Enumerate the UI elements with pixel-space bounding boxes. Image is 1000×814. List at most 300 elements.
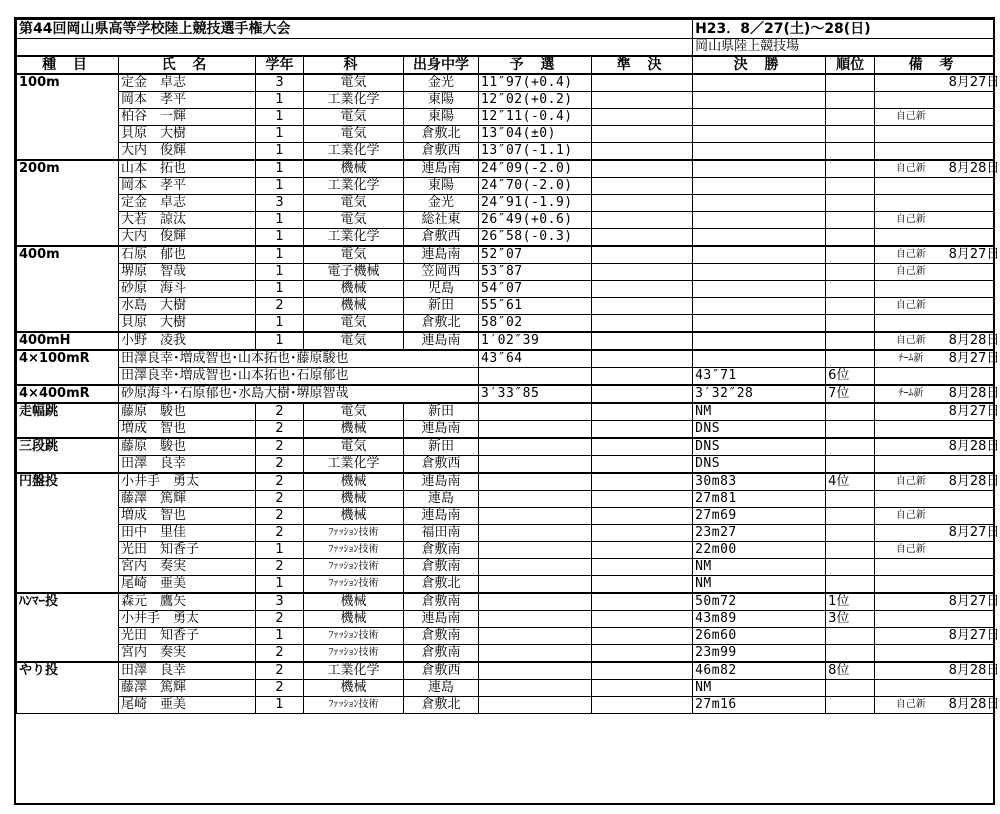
rank xyxy=(826,542,875,559)
remark-date xyxy=(947,109,994,126)
prelim-result xyxy=(479,559,592,576)
athlete-grade: 1 xyxy=(256,109,304,126)
remark-date xyxy=(947,611,994,628)
semi-result xyxy=(592,160,693,178)
final-result xyxy=(693,92,826,109)
final-result xyxy=(693,315,826,333)
athlete-school: 倉敷北 xyxy=(404,126,479,143)
remark-note xyxy=(875,680,947,697)
final-result: NM xyxy=(693,680,826,697)
final-result xyxy=(693,126,826,143)
semi-result xyxy=(592,680,693,697)
table-row xyxy=(17,195,994,212)
table-row xyxy=(17,491,994,508)
remark-date: 8月27日 xyxy=(948,247,1000,262)
col-header-final: 決 勝 xyxy=(693,56,826,74)
remark-note xyxy=(875,438,947,456)
semi-result xyxy=(592,508,693,525)
athlete-name: 定金 卓志 xyxy=(119,74,256,92)
remark-note xyxy=(875,403,947,421)
athlete-dept: ﾌｧｯｼｮﾝ技術 xyxy=(304,576,404,594)
remark-note: ﾁｰﾑ新 xyxy=(875,385,947,403)
final-result: 22m00 xyxy=(693,542,826,559)
table-row xyxy=(17,525,994,542)
remark-note xyxy=(875,195,947,212)
athlete-name: 光田 知香子 xyxy=(119,542,256,559)
remark-note: 自己新 xyxy=(875,298,947,315)
prelim-result: 24″70(-2.0) xyxy=(479,178,592,195)
semi-result xyxy=(592,542,693,559)
athlete-name: 増成 智也 xyxy=(119,421,256,439)
table-row xyxy=(17,576,994,594)
athlete-school: 連島南 xyxy=(404,508,479,525)
rank xyxy=(826,281,875,298)
semi-result xyxy=(592,143,693,161)
athlete-name: 小野 凌我 xyxy=(119,332,256,350)
remark-date xyxy=(947,542,994,559)
athlete-grade: 3 xyxy=(256,195,304,212)
semi-result xyxy=(592,178,693,195)
remark-date: 8月27日 xyxy=(948,594,1000,609)
remark-note xyxy=(875,368,947,386)
remark-date xyxy=(947,508,994,525)
semi-result xyxy=(592,350,693,368)
remark-date: 8月28日 xyxy=(948,697,1000,712)
athlete-name: 水島 大樹 xyxy=(119,298,256,315)
athlete-grade: 2 xyxy=(256,438,304,456)
table-row xyxy=(17,126,994,143)
semi-result xyxy=(592,246,693,264)
athlete-school: 倉敷南 xyxy=(404,559,479,576)
event-date: H23．8／27(土)～28(日) xyxy=(693,20,994,39)
athlete-grade: 2 xyxy=(256,680,304,697)
table-row xyxy=(17,92,994,109)
athlete-school: 倉敷西 xyxy=(404,229,479,247)
athlete-name: 岡本 孝平 xyxy=(119,178,256,195)
prelim-result xyxy=(479,368,592,386)
athlete-dept: ﾌｧｯｼｮﾝ技術 xyxy=(304,525,404,542)
table-row xyxy=(17,229,994,247)
athlete-grade: 1 xyxy=(256,697,304,714)
prelim-result: 24″09(-2.0) xyxy=(479,160,592,178)
prelim-result xyxy=(479,403,592,421)
athlete-school: 連島南 xyxy=(404,421,479,439)
semi-result xyxy=(592,229,693,247)
athlete-dept: 電気 xyxy=(304,126,404,143)
rank xyxy=(826,525,875,542)
remark-note xyxy=(875,645,947,663)
athlete-school: 総社東 xyxy=(404,212,479,229)
remark-date xyxy=(947,368,994,386)
table-row xyxy=(17,160,994,178)
col-header-semi: 準 決 xyxy=(592,56,693,74)
athlete-dept: ﾌｧｯｼｮﾝ技術 xyxy=(304,697,404,714)
rank: 7位 xyxy=(826,385,875,403)
semi-result xyxy=(592,298,693,315)
athlete-school: 福田南 xyxy=(404,525,479,542)
col-header-remarks: 備 考 xyxy=(875,56,994,74)
athlete-grade: 1 xyxy=(256,160,304,178)
athlete-name: 田中 里佳 xyxy=(119,525,256,542)
athlete-dept: 機械 xyxy=(304,281,404,298)
prelim-result xyxy=(479,628,592,645)
athlete-grade: 2 xyxy=(256,611,304,628)
table-row xyxy=(17,542,994,559)
final-result: 23m99 xyxy=(693,645,826,663)
venue-row xyxy=(17,39,994,57)
athlete-dept: 電気 xyxy=(304,438,404,456)
final-result xyxy=(693,195,826,212)
athlete-dept: ﾌｧｯｼｮﾝ技術 xyxy=(304,645,404,663)
results-table xyxy=(16,19,1000,714)
athlete-name: 柏谷 一輝 xyxy=(119,109,256,126)
semi-result xyxy=(592,109,693,126)
rank: 6位 xyxy=(826,368,875,386)
remark-note: 自己新 xyxy=(875,473,947,491)
athlete-name: 石原 郁也 xyxy=(119,246,256,264)
rank xyxy=(826,246,875,264)
final-result: 43″71 xyxy=(693,368,826,386)
final-result: 27m81 xyxy=(693,491,826,508)
final-result xyxy=(693,74,826,92)
rank xyxy=(826,212,875,229)
semi-result xyxy=(592,611,693,628)
athlete-grade: 1 xyxy=(256,315,304,333)
athlete-name: 貝原 大樹 xyxy=(119,126,256,143)
athlete-dept: 電子機械 xyxy=(304,264,404,281)
athlete-dept: 機械 xyxy=(304,611,404,628)
athlete-grade: 2 xyxy=(256,421,304,439)
final-result xyxy=(693,178,826,195)
final-result xyxy=(693,350,826,368)
table-row xyxy=(17,350,994,368)
remark-date: 8月28日 xyxy=(948,333,1000,348)
athlete-school: 連島 xyxy=(404,680,479,697)
athlete-dept: 電気 xyxy=(304,109,404,126)
remark-date xyxy=(947,315,994,333)
athlete-school: 新田 xyxy=(404,298,479,315)
athlete-school: 倉敷南 xyxy=(404,593,479,611)
rank: 4位 xyxy=(826,473,875,491)
semi-result xyxy=(592,525,693,542)
title-row xyxy=(17,20,994,39)
athlete-dept: 工業化学 xyxy=(304,178,404,195)
table-row xyxy=(17,368,994,386)
semi-result xyxy=(592,697,693,714)
athlete-name: 藤澤 篤輝 xyxy=(119,680,256,697)
athlete-school: 倉敷南 xyxy=(404,542,479,559)
athlete-school: 東陽 xyxy=(404,178,479,195)
semi-result xyxy=(592,491,693,508)
final-result xyxy=(693,281,826,298)
athlete-name: 藤原 駿也 xyxy=(119,438,256,456)
table-row xyxy=(17,697,994,714)
athlete-name: 小井手 勇太 xyxy=(119,611,256,628)
event-name: 走幅跳 xyxy=(17,403,119,438)
final-result: NM xyxy=(693,559,826,576)
final-result xyxy=(693,143,826,161)
athlete-grade: 1 xyxy=(256,264,304,281)
semi-result xyxy=(592,74,693,92)
rank xyxy=(826,298,875,315)
remark-note: 自己新 xyxy=(875,264,947,281)
prelim-result: 54″07 xyxy=(479,281,592,298)
remark-note xyxy=(875,576,947,594)
prelim-result xyxy=(479,576,592,594)
remark-note xyxy=(875,229,947,247)
remark-date: 8月28日 xyxy=(948,161,1000,176)
remark-note: 自己新 xyxy=(875,109,947,126)
rank xyxy=(826,126,875,143)
remark-note: ﾁｰﾑ新 xyxy=(875,350,947,368)
athlete-dept: 電気 xyxy=(304,315,404,333)
athlete-grade: 1 xyxy=(256,628,304,645)
athlete-grade: 1 xyxy=(256,576,304,594)
rank xyxy=(826,559,875,576)
semi-result xyxy=(592,559,693,576)
results-sheet xyxy=(14,17,1000,805)
athlete-name: 増成 智也 xyxy=(119,508,256,525)
prelim-result xyxy=(479,421,592,439)
col-header-school: 出身中学 xyxy=(404,56,479,74)
event-name: 三段跳 xyxy=(17,438,119,473)
rank xyxy=(826,491,875,508)
athlete-school: 新田 xyxy=(404,403,479,421)
athlete-name: 尾崎 亜美 xyxy=(119,576,256,594)
athlete-name: 尾崎 亜美 xyxy=(119,697,256,714)
athlete-school: 倉敷北 xyxy=(404,697,479,714)
table-row xyxy=(17,246,994,264)
col-header-prelim: 予 選 xyxy=(479,56,592,74)
semi-result xyxy=(592,281,693,298)
table-row xyxy=(17,385,994,403)
event-name: 4×100mR xyxy=(17,350,119,385)
athlete-school: 連島南 xyxy=(404,473,479,491)
relay-team: 田澤良幸･増成智也･山本拓也･石原郁也 xyxy=(119,368,479,386)
semi-result xyxy=(592,92,693,109)
rank xyxy=(826,508,875,525)
semi-result xyxy=(592,662,693,680)
table-row xyxy=(17,645,994,663)
athlete-name: 光田 知香子 xyxy=(119,628,256,645)
athlete-dept: 機械 xyxy=(304,421,404,439)
remark-note xyxy=(875,143,947,161)
final-result: DNS xyxy=(693,456,826,474)
event-name: 円盤投 xyxy=(17,473,119,593)
final-result: 27m16 xyxy=(693,697,826,714)
event-name: 400mH xyxy=(17,332,119,350)
semi-result xyxy=(592,421,693,439)
athlete-name: 岡本 孝平 xyxy=(119,92,256,109)
athlete-name: 宮内 奏実 xyxy=(119,645,256,663)
athlete-name: 山本 拓也 xyxy=(119,160,256,178)
athlete-grade: 2 xyxy=(256,525,304,542)
rank xyxy=(826,195,875,212)
athlete-grade: 1 xyxy=(256,178,304,195)
remark-note: 自己新 xyxy=(875,508,947,525)
athlete-dept: 機械 xyxy=(304,508,404,525)
rank xyxy=(826,229,875,247)
prelim-result xyxy=(479,525,592,542)
table-row xyxy=(17,178,994,195)
remark-note: 自己新 xyxy=(875,697,947,714)
final-result: 26m60 xyxy=(693,628,826,645)
athlete-name: 砂原 海斗 xyxy=(119,281,256,298)
final-result xyxy=(693,109,826,126)
athlete-name: 藤澤 篤輝 xyxy=(119,491,256,508)
athlete-school: 倉敷北 xyxy=(404,315,479,333)
athlete-grade: 1 xyxy=(256,246,304,264)
remark-note: 自己新 xyxy=(875,160,947,178)
athlete-grade: 1 xyxy=(256,281,304,298)
rank: 1位 xyxy=(826,593,875,611)
athlete-dept: 機械 xyxy=(304,160,404,178)
table-row xyxy=(17,143,994,161)
event-name: 100m xyxy=(17,74,119,160)
remark-note xyxy=(875,178,947,195)
rank xyxy=(826,456,875,474)
athlete-grade: 1 xyxy=(256,212,304,229)
rank xyxy=(826,680,875,697)
remark-note xyxy=(875,456,947,474)
athlete-school: 倉敷北 xyxy=(404,576,479,594)
athlete-dept: 電気 xyxy=(304,403,404,421)
athlete-name: 貝原 大樹 xyxy=(119,315,256,333)
final-result: DNS xyxy=(693,421,826,439)
remark-note xyxy=(875,525,947,542)
athlete-dept: 機械 xyxy=(304,680,404,697)
remark-date: 8月27日 xyxy=(948,404,1000,419)
athlete-dept: 電気 xyxy=(304,195,404,212)
athlete-school: 児島 xyxy=(404,281,479,298)
final-result xyxy=(693,264,826,281)
final-result: 23m27 xyxy=(693,525,826,542)
final-result: NM xyxy=(693,403,826,421)
athlete-dept: 電気 xyxy=(304,332,404,350)
relay-team: 田澤良幸･増成智也･山本拓也･藤原駿也 xyxy=(119,350,479,368)
final-result xyxy=(693,229,826,247)
remark-note xyxy=(875,126,947,143)
rank xyxy=(826,628,875,645)
remark-note: 自己新 xyxy=(875,246,947,264)
table-row xyxy=(17,74,994,92)
athlete-school: 金光 xyxy=(404,74,479,92)
final-result: 43m89 xyxy=(693,611,826,628)
semi-result xyxy=(592,264,693,281)
remark-note xyxy=(875,281,947,298)
table-row xyxy=(17,298,994,315)
remark-date: 8月28日 xyxy=(948,663,1000,678)
semi-result xyxy=(592,195,693,212)
semi-result xyxy=(592,645,693,663)
prelim-result: 43″64 xyxy=(479,350,592,368)
prelim-result xyxy=(479,473,592,491)
remark-date xyxy=(947,680,994,697)
athlete-grade: 1 xyxy=(256,542,304,559)
remark-date xyxy=(947,229,994,247)
athlete-dept: 機械 xyxy=(304,473,404,491)
prelim-result xyxy=(479,508,592,525)
prelim-result xyxy=(479,611,592,628)
final-result: 50m72 xyxy=(693,593,826,611)
table-row xyxy=(17,680,994,697)
prelim-result xyxy=(479,491,592,508)
rank xyxy=(826,403,875,421)
final-result: 3′32″28 xyxy=(693,385,826,403)
athlete-grade: 3 xyxy=(256,74,304,92)
athlete-dept: 工業化学 xyxy=(304,92,404,109)
athlete-school: 倉敷南 xyxy=(404,628,479,645)
table-row xyxy=(17,508,994,525)
table-row xyxy=(17,281,994,298)
remark-date xyxy=(947,264,994,281)
prelim-result: 58″02 xyxy=(479,315,592,333)
final-result xyxy=(693,298,826,315)
event-name: ﾊﾝﾏｰ投 xyxy=(17,593,119,662)
final-result xyxy=(693,246,826,264)
athlete-school: 笠岡西 xyxy=(404,264,479,281)
rank xyxy=(826,576,875,594)
table-row xyxy=(17,212,994,229)
prelim-result xyxy=(479,680,592,697)
prelim-result: 26″58(-0.3) xyxy=(479,229,592,247)
remark-date xyxy=(947,212,994,229)
semi-result xyxy=(592,332,693,350)
remark-date: 8月28日 xyxy=(948,474,1000,489)
athlete-name: 宮内 奏実 xyxy=(119,559,256,576)
venue-spacer xyxy=(17,39,693,57)
remark-date: 8月27日 xyxy=(948,75,1000,90)
remark-date xyxy=(947,298,994,315)
final-result: 30m83 xyxy=(693,473,826,491)
rank: 3位 xyxy=(826,611,875,628)
semi-result xyxy=(592,438,693,456)
remark-date xyxy=(947,281,994,298)
prelim-result: 53″87 xyxy=(479,264,592,281)
prelim-result: 24″91(-1.9) xyxy=(479,195,592,212)
rank xyxy=(826,697,875,714)
prelim-result: 12″02(+0.2) xyxy=(479,92,592,109)
athlete-dept: ﾌｧｯｼｮﾝ技術 xyxy=(304,628,404,645)
remark-note xyxy=(875,662,947,680)
prelim-result xyxy=(479,697,592,714)
athlete-name: 小井手 勇太 xyxy=(119,473,256,491)
table-row xyxy=(17,438,994,456)
athlete-school: 連島南 xyxy=(404,160,479,178)
final-result xyxy=(693,160,826,178)
athlete-grade: 2 xyxy=(256,298,304,315)
remark-note xyxy=(875,315,947,333)
semi-result xyxy=(592,126,693,143)
rank: 8位 xyxy=(826,662,875,680)
athlete-school: 倉敷南 xyxy=(404,645,479,663)
athlete-grade: 2 xyxy=(256,403,304,421)
remark-note xyxy=(875,92,947,109)
event-venue: 岡山県陸上競技場 xyxy=(693,39,994,57)
prelim-result: 26″49(+0.6) xyxy=(479,212,592,229)
athlete-name: 森元 鷹矢 xyxy=(119,593,256,611)
athlete-dept: 機械 xyxy=(304,298,404,315)
rank xyxy=(826,315,875,333)
prelim-result: 55″61 xyxy=(479,298,592,315)
athlete-grade: 2 xyxy=(256,508,304,525)
athlete-school: 倉敷西 xyxy=(404,456,479,474)
athlete-grade: 2 xyxy=(256,491,304,508)
prelim-result: 13″04(±0) xyxy=(479,126,592,143)
remark-date xyxy=(947,92,994,109)
semi-result xyxy=(592,593,693,611)
remark-date: 8月28日 xyxy=(948,439,1000,454)
